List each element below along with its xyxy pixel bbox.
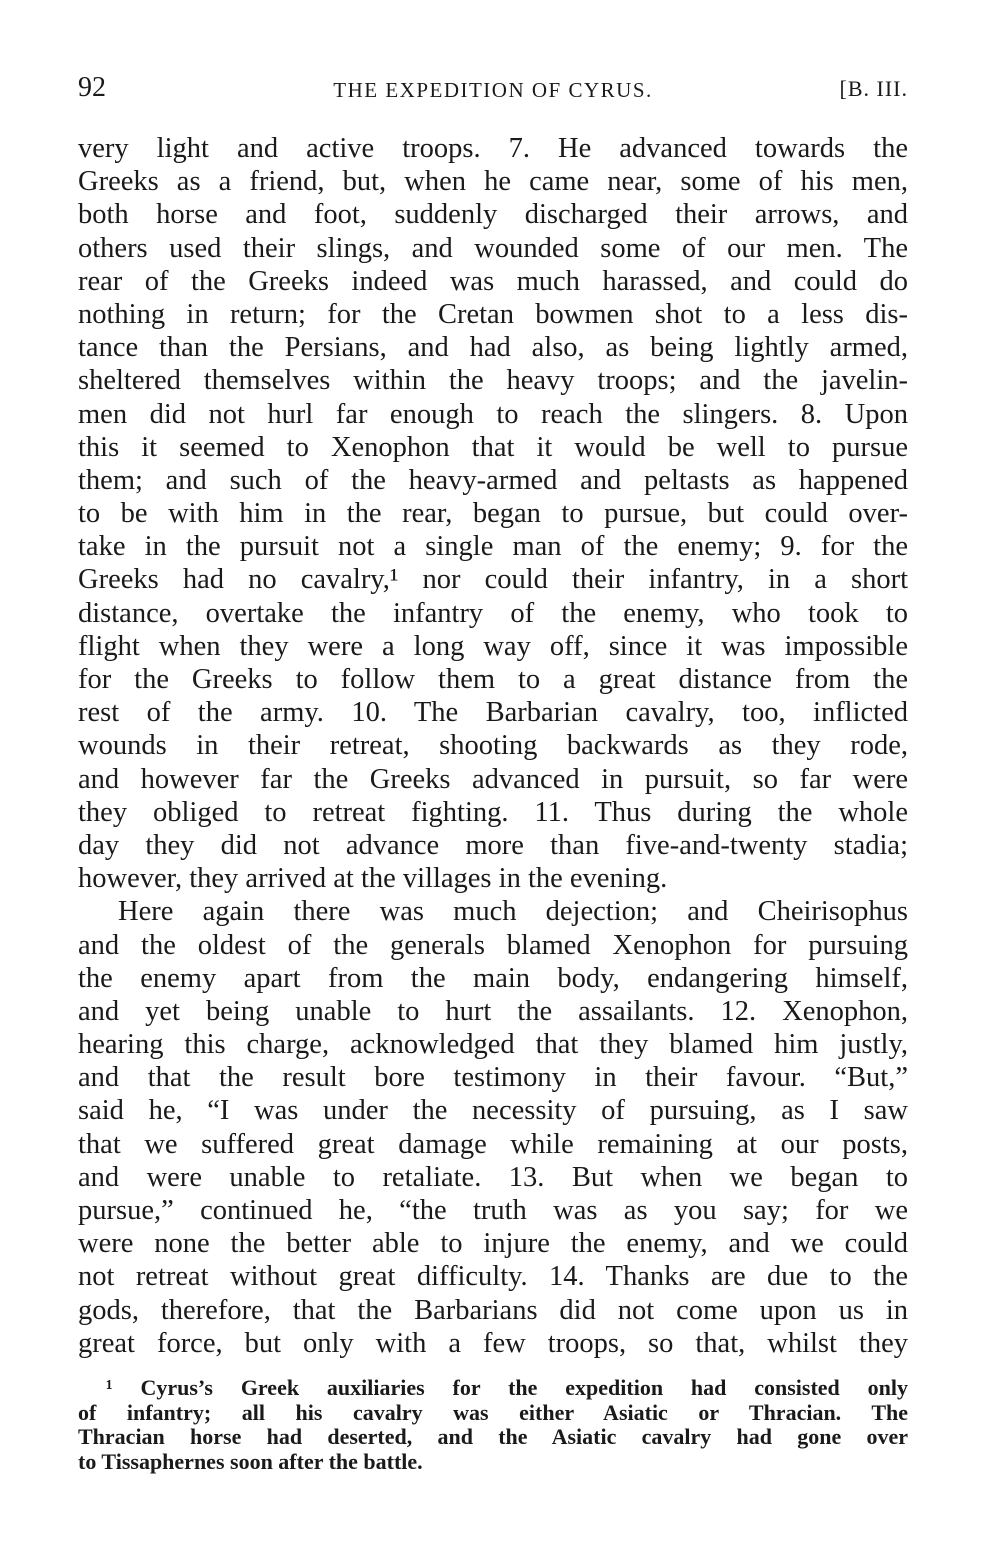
footnote-line: of infantry; all his cavalry was either Asiatic or Thracian. The: [78, 1399, 908, 1425]
text-line: rest of the army. 10. The Barbarian cavalry, too, inflicted: [78, 697, 908, 729]
text-line: to be with him in the rear, began to pursue, but could over-: [78, 498, 908, 530]
text-line: said he, “I was under the necessity of pursuing, as I saw: [78, 1095, 908, 1127]
text-line: take in the pursuit not a single man of the enemy; 9. for the: [78, 531, 908, 563]
page-number: 92: [78, 72, 106, 103]
text-line: and were unable to retaliate. 13. But when we began to: [78, 1161, 908, 1193]
footnote-line: ¹ Cyrus’s Greek auxiliaries for the expedition had consisted only: [106, 1375, 908, 1400]
running-title: THE EXPEDITION OF CYRUS.: [333, 78, 653, 102]
footnote-line: Thracian horse had deserted, and the Asiatic cavalry had gone over: [78, 1424, 908, 1449]
paragraph-end-line: however, they arrived at the villages in the evening.: [78, 863, 668, 895]
text-line: sheltered themselves within the heavy troops; and the javelin-: [78, 365, 908, 397]
text-line: and yet being unable to hurt the assailants. 12. Xenophon,: [78, 995, 908, 1027]
text-line: very light and active troops. 7. He advanced towards the: [78, 133, 908, 164]
text-line: nothing in return; for the Cretan bowmen shot to a less dis-: [78, 298, 908, 330]
text-line: they obliged to retreat fighting. 11. Thus during the whole: [78, 796, 908, 828]
text-line: and that the result bore testimony in their favour. “But,”: [78, 1062, 908, 1094]
text-line: Greeks as a friend, but, when he came near, some of his men,: [78, 166, 908, 198]
text-line: hearing this charge, acknowledged that they blamed him justly,: [78, 1029, 908, 1061]
text-line: day they did not advance more than five-and-twenty stadia;: [78, 829, 908, 861]
text-line: tance than the Persians, and had also, as being lightly armed,: [78, 332, 908, 364]
text-line: not retreat without great difficulty. 14. Thanks are due to the: [78, 1261, 908, 1293]
footnote-line: to Tissaphernes soon after the battle.: [78, 1448, 423, 1474]
text-line: and however far the Greeks advanced in pursuit, so far were: [78, 763, 908, 795]
book-reference: [B. III.: [839, 76, 908, 101]
text-line: were none the better able to injure the enemy, and we could: [78, 1228, 908, 1260]
text-line: that we suffered great damage while remaining at our posts,: [78, 1128, 908, 1160]
body-text: [78, 132, 908, 1360]
text-line: Greeks had no cavalry,¹ nor could their infantry, in a short: [78, 564, 908, 596]
text-line: flight when they were a long way off, since it was impossible: [78, 630, 908, 662]
text-line: men did not hurl far enough to reach the slingers. 8. Upon: [78, 398, 908, 430]
paragraph-start-line: Here again there was much dejection; and Cheirisophus: [118, 896, 908, 928]
text-line: pursue,” continued he, “the truth was as you say; for we: [78, 1195, 908, 1226]
text-line: this it seemed to Xenophon that it would be well to pursue: [78, 431, 908, 463]
text-line: gods, therefore, that the Barbarians did not come upon us in: [78, 1294, 908, 1326]
text-line: for the Greeks to follow them to a great distance from the: [78, 664, 908, 695]
text-line: them; and such of the heavy-armed and peltasts as happened: [78, 464, 908, 496]
text-line: distance, overtake the infantry of the enemy, who took to: [78, 597, 908, 629]
text-line: others used their slings, and wounded some of our men. The: [78, 232, 908, 264]
text-line: and the oldest of the generals blamed Xenophon for pursuing: [78, 929, 908, 961]
text-line: both horse and foot, suddenly discharged their arrows, and: [78, 199, 908, 231]
text-line: the enemy apart from the main body, endangering himself,: [78, 962, 908, 994]
text-line: wounds in their retreat, shooting backwards as they rode,: [78, 730, 908, 762]
text-line: great force, but only with a few troops, so that, whilst they: [78, 1327, 908, 1359]
footnote: [78, 1376, 908, 1474]
text-line: rear of the Greeks indeed was much harassed, and could do: [78, 265, 908, 297]
page-header: [78, 72, 908, 112]
